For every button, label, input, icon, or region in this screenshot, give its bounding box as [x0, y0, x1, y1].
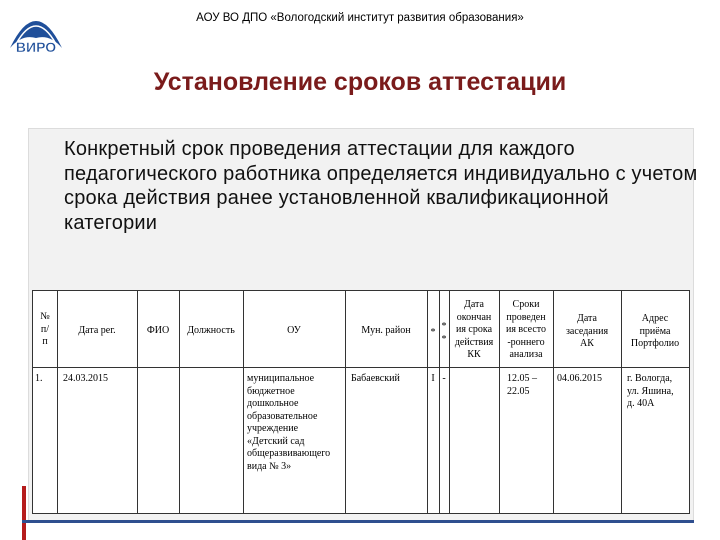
header-address: Адрес приёма Портфолио [630, 313, 680, 349]
row-ou: муниципальное бюджетное дошкольное образовательное учреждение «Детский сад общеразвивающего вида № 3» [247, 373, 331, 472]
row-analysis: 12.05 – 22.05 [507, 373, 537, 397]
header-ou: ОУ [287, 325, 301, 336]
header-fio: ФИО [146, 325, 170, 336]
header-meeting: Дата заседания АК [565, 313, 609, 349]
header-position: Должность [187, 325, 235, 336]
header-star-1: * [430, 327, 436, 338]
row-address: г. Вологда, ул. Яшина, д. 40А [627, 373, 674, 409]
header-district: Мун. район [361, 325, 411, 336]
header-analysis: Сроки проведен ия всесто -роннего анализа [505, 299, 547, 360]
row-date-reg: 24.03.2015 [63, 373, 108, 384]
header-num: № п/ п [40, 311, 50, 347]
header-end-date: Дата окончан ия срока действия КК [454, 299, 494, 360]
header-star-2: * * [441, 321, 447, 345]
logo-text: ВИРО [15, 39, 57, 55]
slide-title: Установление сроков аттестации [153, 68, 567, 96]
row-num: 1. [35, 373, 43, 384]
accent-bar-horizontal [22, 520, 694, 523]
organization-header: АОУ ВО ДПО «Вологодский институт развития образования» [196, 12, 524, 24]
lead-paragraph: Конкретный срок проведения аттестации для каждого педагогического работника определяется индивидуально с учетом срока действия ранее установленной квалификационной категории [64, 138, 698, 234]
row-district: Бабаевский [351, 373, 400, 384]
row-star-2: - [442, 373, 446, 384]
accent-bar-vertical [22, 486, 26, 540]
attestation-table [32, 290, 690, 514]
row-meeting: 04.06.2015 [557, 373, 602, 384]
row-star-1: I [431, 373, 435, 384]
header-date-reg: Дата рег. [78, 325, 116, 336]
